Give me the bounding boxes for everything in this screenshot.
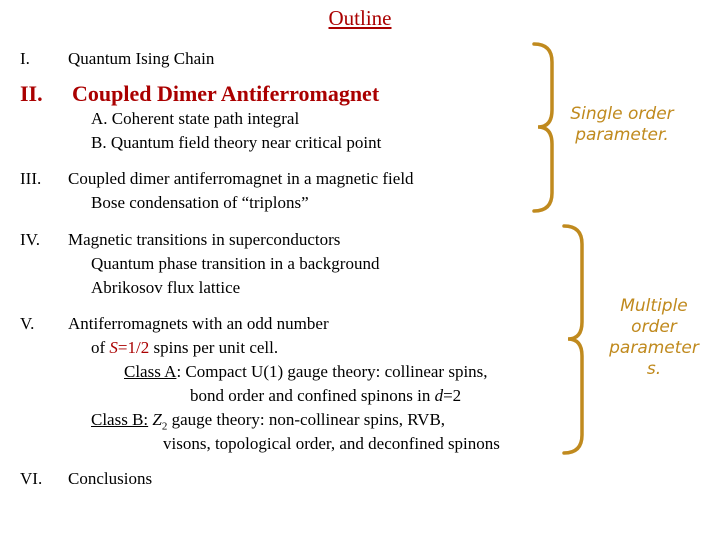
item-number: III. (20, 169, 42, 188)
subitem: Bose condensation of “triplons” (91, 193, 309, 212)
item-number: VI. (20, 469, 43, 488)
subitem: Abrikosov flux lattice (91, 278, 241, 297)
item-title: Magnetic transitions in superconductors (68, 230, 341, 249)
item-number: V. (20, 314, 35, 333)
item-title: Conclusions (68, 469, 153, 488)
page-title: Outline (328, 6, 392, 30)
item-title: Quantum Ising Chain (68, 49, 215, 68)
item-title: Coupled dimer antiferromagnet in a magnetic field (68, 169, 414, 188)
class-b-line-2: visons, topological order, and deconfined spinons (163, 434, 500, 453)
item-title: Antiferromagnets with an odd number (68, 314, 329, 333)
subitem: of S=1/2 spins per unit cell. (91, 338, 279, 357)
subitem: A. Coherent state path integral (91, 109, 300, 128)
class-a-line: Class A: Compact U(1) gauge theory: collinear spins, (124, 362, 488, 381)
subitem: B. Quantum field theory near critical point (91, 133, 382, 152)
multiple-order-note: Multiple order parameter s. (609, 296, 699, 379)
class-a-line-2: bond order and confined spinons in d=2 (190, 386, 462, 405)
subitem: Quantum phase transition in a background (91, 254, 380, 273)
item-number: I. (20, 49, 30, 68)
item-number: II. (20, 81, 43, 106)
item-number: IV. (20, 230, 40, 249)
class-b-line: Class B: $Z_2$ gauge theory: non-collinear spins, RVB, (91, 410, 446, 433)
single-order-note: Single order parameter. (570, 104, 674, 145)
item-title: Coupled Dimer Antiferromagnet (72, 81, 380, 106)
